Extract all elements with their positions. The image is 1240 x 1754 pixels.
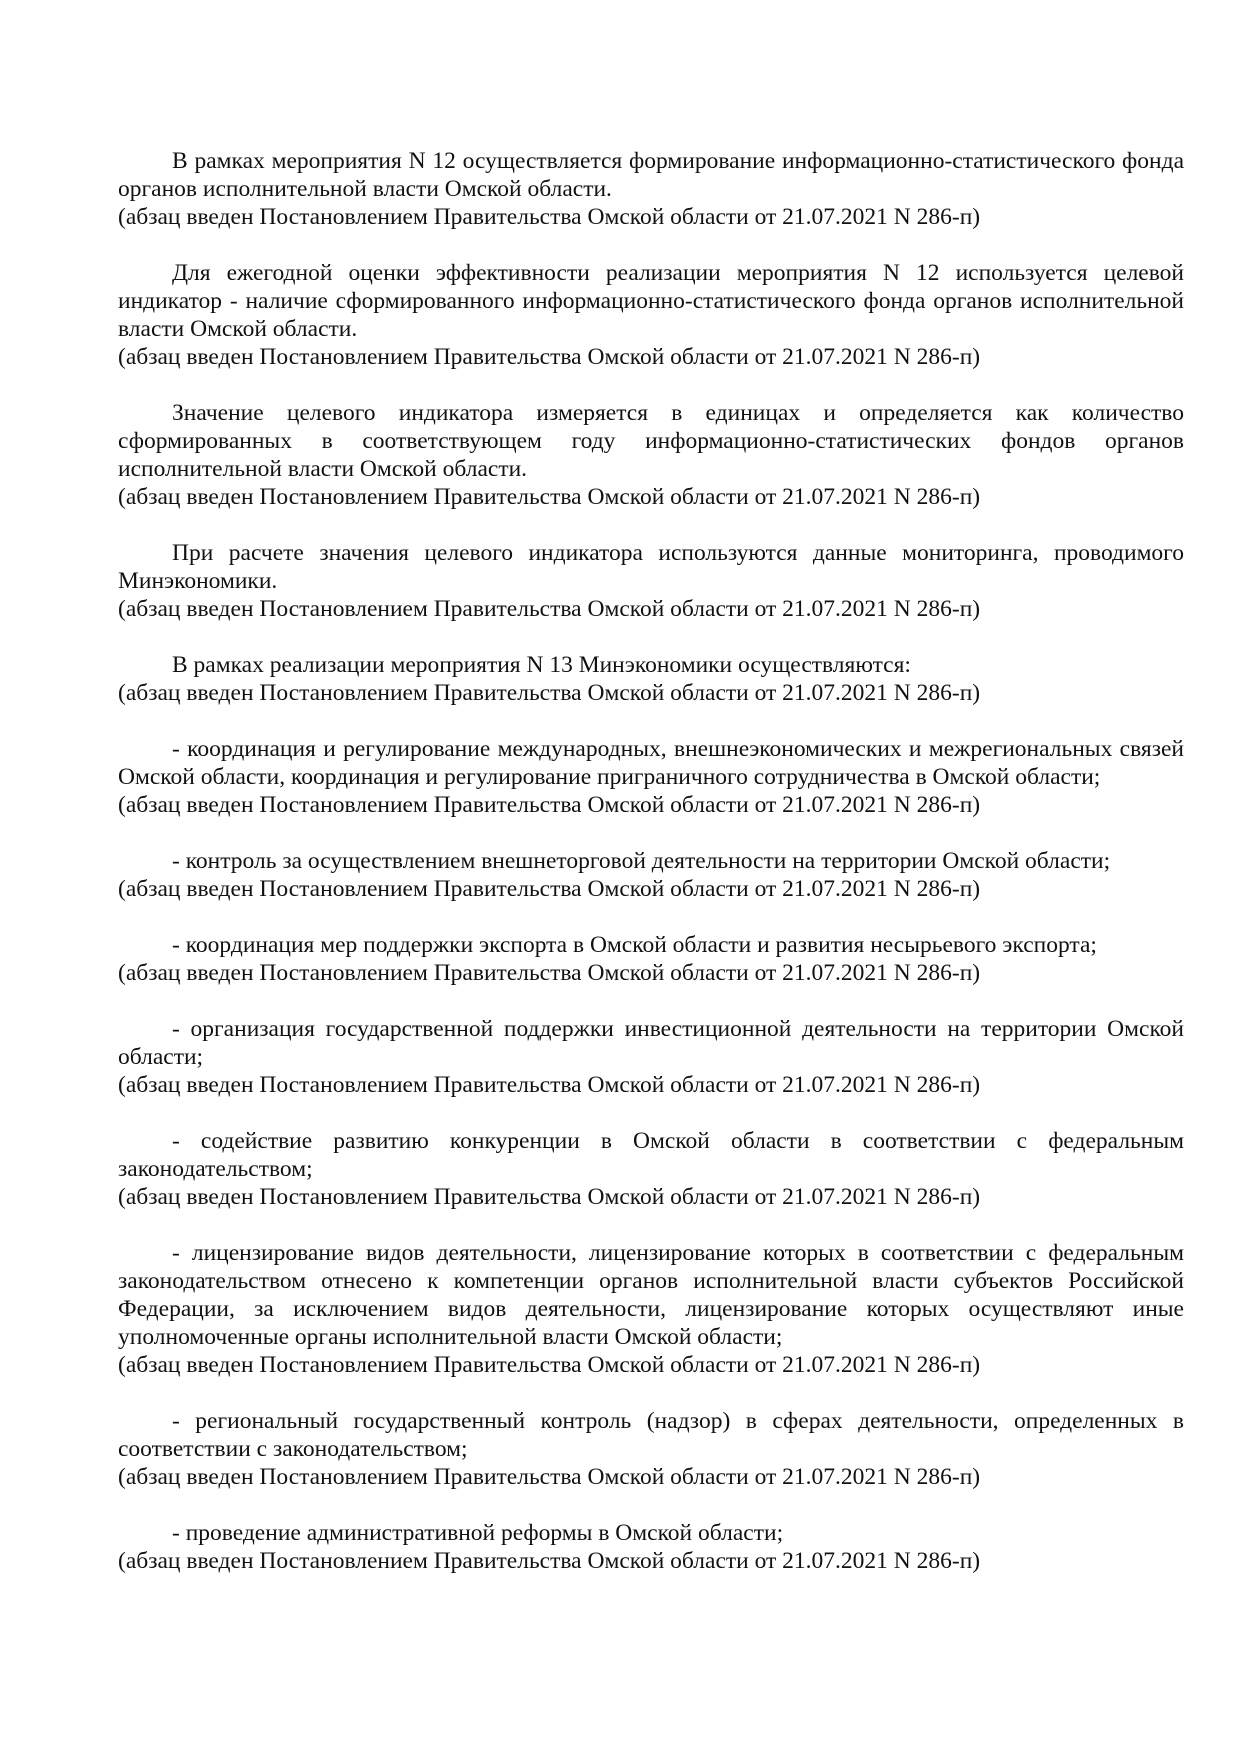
document-page: [118, 147, 1184, 1603]
paragraph-text: Значение целевого индикатора измеряется в единицах и определяется как количество сформированных в соответствующем году информационно-статистических фондов органов исполнительной власти Омской области.: [118, 400, 1184, 482]
paragraph-block: [118, 847, 1184, 903]
paragraph-text: В рамках реализации мероприятия N 13 Минэкономики осуществляются:: [172, 652, 911, 678]
paragraph-block: [118, 931, 1184, 987]
paragraph-block: [118, 539, 1184, 623]
paragraph-block: [118, 1127, 1184, 1211]
paragraph-block: [118, 399, 1184, 511]
amendment-note: (абзац введен Постановлением Правительства Омской области от 21.07.2021 N 286-п): [118, 1072, 981, 1098]
amendment-note: (абзац введен Постановлением Правительства Омской области от 21.07.2021 N 286-п): [118, 1464, 981, 1490]
paragraph-text: - организация государственной поддержки инвестиционной деятельности на территории Омской области;: [118, 1016, 1184, 1070]
paragraph-block: [118, 735, 1184, 819]
paragraph-text: - региональный государственный контроль (надзор) в сферах деятельности, определенных в соответствии с законодательством;: [118, 1408, 1184, 1462]
paragraph-text: - координация мер поддержки экспорта в Омской области и развития несырьевого экспорта;: [172, 932, 1097, 958]
paragraph-text: - содействие развитию конкуренции в Омской области в соответствии с федеральным законодательством;: [118, 1128, 1184, 1182]
amendment-note: (абзац введен Постановлением Правительства Омской области от 21.07.2021 N 286-п): [118, 1548, 981, 1574]
amendment-note: (абзац введен Постановлением Правительства Омской области от 21.07.2021 N 286-п): [118, 960, 981, 986]
paragraph-block: [118, 1407, 1184, 1491]
paragraph-block: [118, 147, 1184, 231]
amendment-note: (абзац введен Постановлением Правительства Омской области от 21.07.2021 N 286-п): [118, 596, 981, 622]
paragraph-text: При расчете значения целевого индикатора используются данные мониторинга, проводимого Минэкономики.: [118, 540, 1184, 594]
amendment-note: (абзац введен Постановлением Правительства Омской области от 21.07.2021 N 286-п): [118, 484, 981, 510]
paragraph-text: - координация и регулирование международных, внешнеэкономических и межрегиональных связей Омской области, координация и регулирование приграничного сотрудничества в Омской области;: [118, 736, 1184, 790]
amendment-note: (абзац введен Постановлением Правительства Омской области от 21.07.2021 N 286-п): [118, 344, 981, 370]
amendment-note: (абзац введен Постановлением Правительства Омской области от 21.07.2021 N 286-п): [118, 876, 981, 902]
amendment-note: (абзац введен Постановлением Правительства Омской области от 21.07.2021 N 286-п): [118, 1352, 981, 1378]
paragraph-text: - лицензирование видов деятельности, лицензирование которых в соответствии с федеральным законодательством отнесено к компетенции органов исполнительной власти субъектов Российской Федерации, за исключением видов деятельности, лицензирование которых осуществляют иные уполномоченные органы исполнительной власти Омской области;: [118, 1240, 1184, 1350]
amendment-note: (абзац введен Постановлением Правительства Омской области от 21.07.2021 N 286-п): [118, 680, 981, 706]
amendment-note: (абзац введен Постановлением Правительства Омской области от 21.07.2021 N 286-п): [118, 1184, 981, 1210]
paragraph-text: - контроль за осуществлением внешнеторговой деятельности на территории Омской области;: [172, 848, 1111, 874]
paragraph-block: [118, 1015, 1184, 1099]
paragraph-block: [118, 259, 1184, 371]
paragraph-block: [118, 651, 1184, 707]
amendment-note: (абзац введен Постановлением Правительства Омской области от 21.07.2021 N 286-п): [118, 204, 981, 230]
paragraph-text: - проведение административной реформы в Омской области;: [172, 1520, 784, 1546]
paragraph-text: Для ежегодной оценки эффективности реализации мероприятия N 12 используется целевой индикатор - наличие сформированного информационно-статистического фонда органов исполнительной власти Омской области.: [118, 260, 1184, 342]
paragraph-block: [118, 1519, 1184, 1575]
paragraph-text: В рамках мероприятия N 12 осуществляется формирование информационно-статистического фонда органов исполнительной власти Омской области.: [118, 148, 1184, 202]
paragraph-block: [118, 1239, 1184, 1379]
amendment-note: (абзац введен Постановлением Правительства Омской области от 21.07.2021 N 286-п): [118, 792, 981, 818]
